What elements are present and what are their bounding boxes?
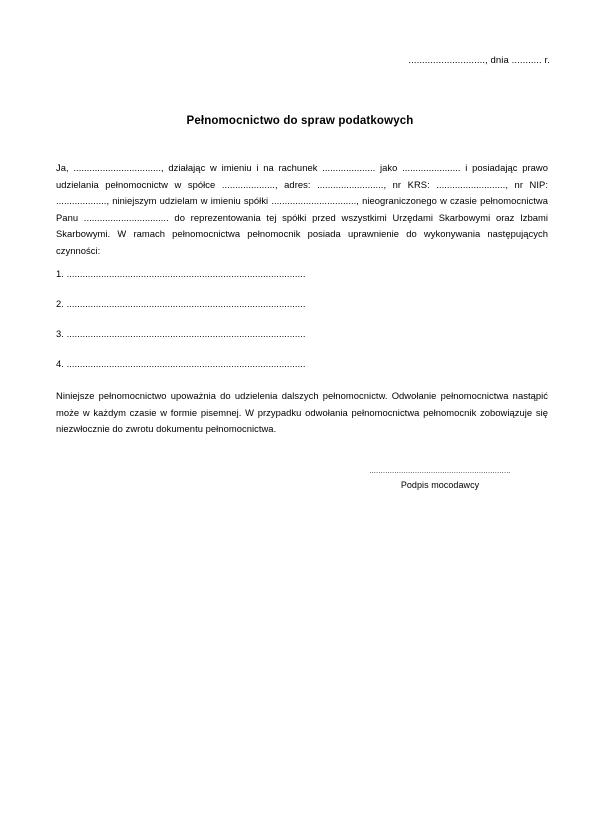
page-title: Pełnomocnictwo do spraw podatkowych xyxy=(186,115,414,127)
list-item: 4. .......................................................................................... xyxy=(56,358,306,369)
closing-paragraph: Niniejsze pełnomocnictwo upoważnia do udzielenia dalszych pełnomocnictw. Odwołanie pełnomocnictwa nastąpić może w każdym czasie w formie pisemnej. W przypadku odwołania pełnomocnictwa pełnomocnik zobowiązuje się niezwłocznie do zwrotu dokumentu pełnomocnictwa. xyxy=(56,390,548,435)
list-item: 2. .......................................................................................... xyxy=(56,298,306,309)
date-place-line: ............................, dnia ........... r. xyxy=(408,55,550,66)
list-item: 3. .......................................................................................... xyxy=(56,328,306,339)
signature-caption: Podpis mocodawcy xyxy=(400,480,480,490)
list-item: 1. .......................................................................................... xyxy=(56,268,306,279)
signature-block xyxy=(330,466,550,490)
main-paragraph: Ja, ................................., działając w imieniu i na rachunek .................... jako ...................... i posiadając prawo udzielania pełnomocnictw w spółce ...................., adres: ........................., nr KRS: .........................., nr NIP: ..................., niniejszym udzielam w imieniu spółki ................................, nieograniczonego w czasie pełnomocnictwa Panu ................................ do reprezentowania tej spółki przed wszystkimi Urzędami Skarbowymi oraz Izbami Skarbowymi. W ramach pełnomocnictwa pełnomocnik posiada uprawnienie do wykonywania następujących czynności: xyxy=(56,162,548,256)
signature-line: .............................................................. xyxy=(369,466,511,475)
